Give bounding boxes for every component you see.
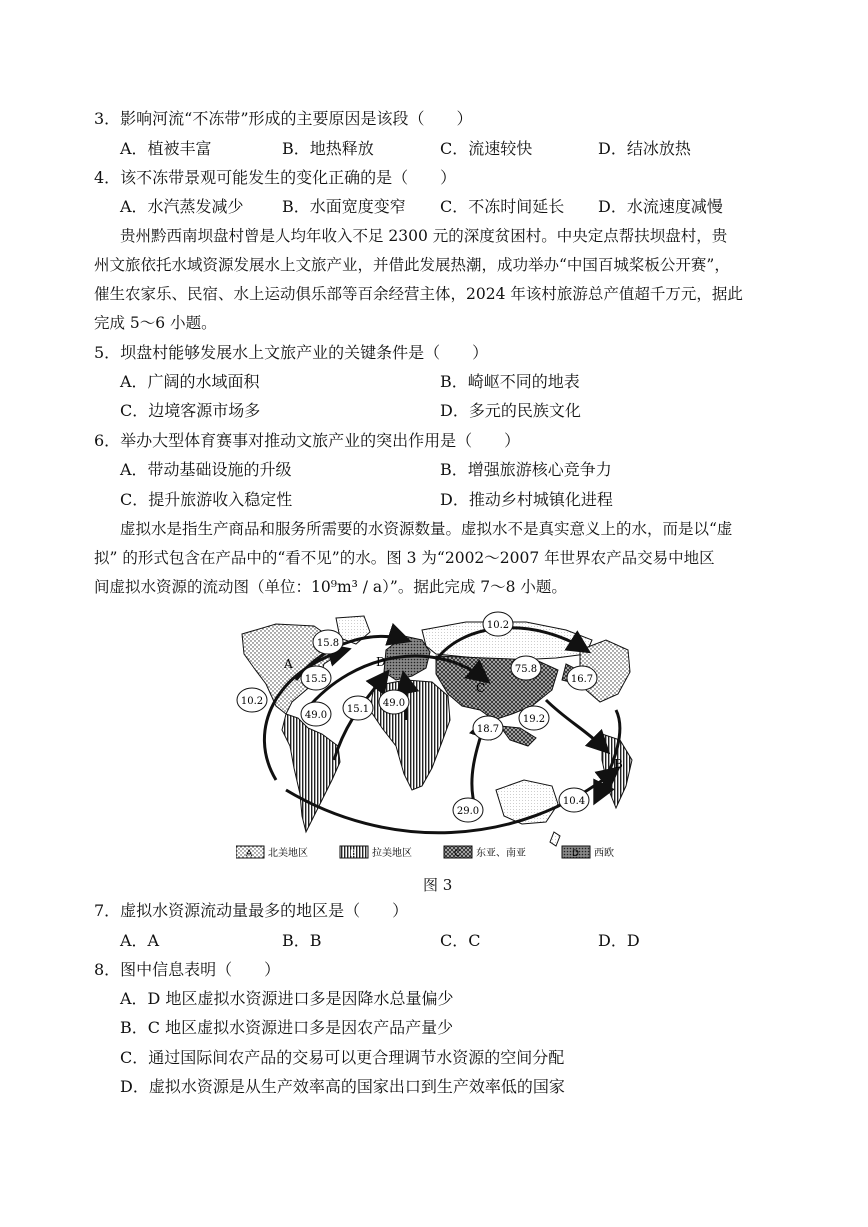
svg-text:15.1: 15.1 xyxy=(346,704,370,715)
svg-text:49.0: 49.0 xyxy=(304,710,328,721)
figure-caption: 图 3 xyxy=(423,876,453,894)
q5-option-d[interactable]: D．多元的民族文化 xyxy=(440,401,581,420)
region-label-c: C xyxy=(476,681,486,695)
flow-arrow-asia-to-america xyxy=(546,700,606,750)
question-4-options xyxy=(120,196,770,218)
flow-value-12 xyxy=(453,798,483,822)
passage-3-line-3: 间虚拟水资源的流动图（单位：10⁹m³ / a）”。据此完成 7～8 小题。 xyxy=(94,578,567,596)
flow-value-6 xyxy=(237,688,267,712)
flow-value-2 xyxy=(483,612,513,636)
q7-option-a[interactable]: A．A xyxy=(120,931,160,950)
flow-value-3 xyxy=(301,666,331,690)
question-3-options xyxy=(120,138,770,160)
legend-label-c: 东亚、南亚 xyxy=(476,848,526,859)
flow-value-7 xyxy=(301,702,331,726)
question-7-stem: 7．虚拟水资源流动量最多的地区是（ ） xyxy=(94,901,409,920)
q4-option-c[interactable]: C．不冻时间延长 xyxy=(440,197,565,216)
q8-option-d[interactable]: D．虚拟水资源是从生产效率高的国家出口到生产效率低的国家 xyxy=(120,1077,565,1096)
question-6-stem: 6．举办大型体育赛事对推动文旅产业的突出作用是（ ） xyxy=(94,431,521,450)
region-label-a: A xyxy=(284,657,293,671)
q6-option-a[interactable]: A．带动基础设施的升级 xyxy=(120,460,292,479)
svg-text:10.4: 10.4 xyxy=(562,796,586,807)
q8-option-b[interactable]: B．C 地区虚拟水资源进口多是因农产品产量少 xyxy=(120,1018,454,1037)
passage-3-line-2: 拟” 的形式包含在产品中的“看不见”的水。图 3 为“2002～2007 年世界农产品交易中地区 xyxy=(94,549,715,567)
q5-option-a[interactable]: A．广阔的水域面积 xyxy=(120,372,260,391)
flow-value-10 xyxy=(519,706,549,730)
flow-value-11 xyxy=(473,716,503,740)
virtual-water-flow-map xyxy=(236,610,636,866)
q3-option-c[interactable]: C．流速较快 xyxy=(440,139,533,158)
question-5-options-row-2 xyxy=(120,400,770,422)
svg-text:19.2: 19.2 xyxy=(522,714,546,725)
new-zealand-islands xyxy=(550,832,560,846)
q7-option-b[interactable]: B．B xyxy=(282,931,322,950)
question-6-options-row-2 xyxy=(120,489,770,511)
q5-option-b[interactable]: B．崎岖不同的地表 xyxy=(440,372,580,391)
question-6-options-row-1 xyxy=(120,459,770,481)
q8-option-c[interactable]: C．通过国际间农产品的交易可以更合理调节水资源的空间分配 xyxy=(120,1048,565,1067)
q4-option-b[interactable]: B．水面宽度变窄 xyxy=(282,197,406,216)
passage-2-line-2: 州文旅依托水域资源发展水上文旅产业，并借此发展热潮，成功举办“中国百城桨板公开赛”， xyxy=(94,256,730,274)
svg-text:18.7: 18.7 xyxy=(476,724,500,735)
q5-option-c[interactable]: C．边境客源市场多 xyxy=(120,401,261,420)
flow-value-4 xyxy=(511,656,541,680)
question-7-options xyxy=(120,930,770,952)
legend-label-d: 西欧 xyxy=(594,848,614,859)
question-3-stem: 3．影响河流“不冻带”形成的主要原因是该段（ ） xyxy=(94,109,473,128)
legend-label-b: 拉美地区 xyxy=(372,848,412,859)
q6-option-d[interactable]: D．推动乡村城镇化进程 xyxy=(440,490,613,509)
region-label-d: D xyxy=(376,655,386,669)
svg-text:C: C xyxy=(454,849,461,859)
flow-value-13 xyxy=(559,788,589,812)
map-legend xyxy=(236,846,614,859)
passage-2-line-4: 完成 5～6 小题。 xyxy=(94,314,217,332)
svg-text:49.0: 49.0 xyxy=(382,698,406,709)
svg-text:A: A xyxy=(246,849,253,859)
svg-text:29.0: 29.0 xyxy=(456,806,480,817)
q7-option-d[interactable]: D．D xyxy=(598,931,640,950)
svg-text:16.7: 16.7 xyxy=(570,674,594,685)
svg-text:15.5: 15.5 xyxy=(304,674,328,685)
question-8-stem: 8．图中信息表明（ ） xyxy=(94,960,281,979)
question-5-stem: 5．坝盘村能够发展水上文旅产业的关键条件是（ ） xyxy=(94,343,489,362)
flow-value-8 xyxy=(343,696,373,720)
passage-3-line-1: 虚拟水是指生产商品和服务所需要的水资源数量。虚拟水不是真实意义上的水，而是以“虚 xyxy=(120,520,733,538)
q6-option-c[interactable]: C．提升旅游收入稳定性 xyxy=(120,490,293,509)
world-map-svg xyxy=(236,610,636,866)
legend-label-a: 北美地区 xyxy=(268,848,308,859)
svg-text:10.2: 10.2 xyxy=(486,620,510,631)
passage-2-line-3: 催生农家乐、民宿、水上运动俱乐部等百余经营主体，2024 年该村旅游总产值超千万元，据此 xyxy=(94,285,743,303)
q7-option-c[interactable]: C．C xyxy=(440,931,481,950)
q8-option-a[interactable]: A．D 地区虚拟水资源进口多是因降水总量偏少 xyxy=(120,989,454,1008)
q6-option-b[interactable]: B．增强旅游核心竞争力 xyxy=(440,460,612,479)
svg-text:15.8: 15.8 xyxy=(316,638,340,649)
region-label-b: B xyxy=(614,757,623,771)
flow-value-1 xyxy=(313,630,343,654)
svg-text:B: B xyxy=(350,849,357,859)
latin-america-region-b xyxy=(282,714,340,832)
q4-option-a[interactable]: A．水汽蒸发减少 xyxy=(120,197,244,216)
svg-text:10.2: 10.2 xyxy=(240,696,264,707)
flow-value-9 xyxy=(379,690,409,714)
passage-2-line-1: 贵州黔西南坝盘村曾是人均年收入不足 2300 元的深度贫困村。中央定点帮扶坝盘村，贵 xyxy=(120,227,728,245)
flow-value-5 xyxy=(567,666,597,690)
svg-text:75.8: 75.8 xyxy=(514,664,538,675)
q3-option-b[interactable]: B．地热释放 xyxy=(282,139,374,158)
svg-text:D: D xyxy=(572,849,579,859)
q3-option-a[interactable]: A．植被丰富 xyxy=(120,139,212,158)
question-5-options-row-1 xyxy=(120,371,770,393)
q3-option-d[interactable]: D．结冰放热 xyxy=(598,139,691,158)
q4-option-d[interactable]: D．水流速度减慢 xyxy=(598,197,723,216)
question-4-stem: 4．该不冻带景观可能发生的变化正确的是（ ） xyxy=(94,168,457,187)
